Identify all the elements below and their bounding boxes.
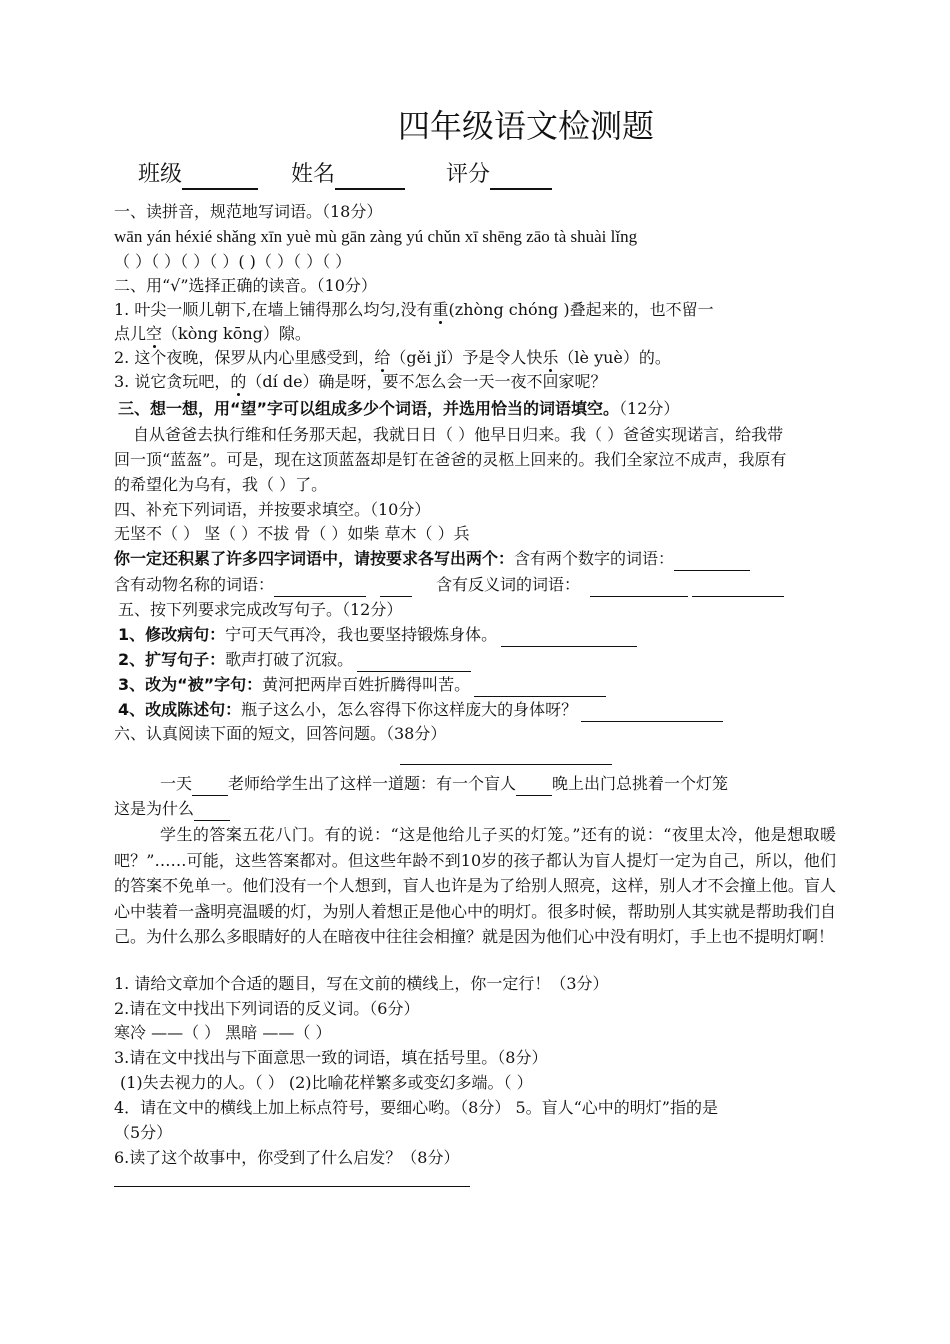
q1-sentence: 宁可天气再冷，我也要坚持锻炼身体。 — [225, 625, 498, 644]
number-words-label: 含有两个数字的词语： — [514, 549, 675, 568]
article-p2: 学生的答案五花八门。有的说：“这是他给儿子买的灯笼。”还有的说：“夜里太冷，他是想取暖吧？”……可能，这些答案都对。但这些年龄不到10岁的孩子都认为盲人提灯一定为自己，所以，他们的答案不免单一。他们没有一个人想到，盲人也许是为了给别人照亮，这样，别人才不会撞上他。盲人心中装着一盏明亮温暖的灯，为别人着想正是他心中的明灯。很多时候，帮助别人其实就是帮助我们自己。为什么那么多眼睛好的人在暗夜中往往会相撞？就是因为他们心中没有明灯，手上也不提明灯啊！ — [114, 825, 836, 946]
section4-request-bold: 你一定还积累了许多四字词语中，请按要求各写出两个： — [114, 549, 515, 568]
q1-label: 1、修改病句： — [118, 625, 226, 644]
q2-options-1[interactable]: （gěi jǐ）予是令人快 — [390, 348, 543, 367]
section5-q2 — [118, 648, 471, 672]
q2-label: 2、扩写句子： — [118, 650, 226, 669]
q3-answer-blank[interactable] — [474, 678, 606, 697]
question-1: 1. 请给文章加个合适的题目，写在文前的横线上，你一定行！（3分） — [114, 974, 609, 993]
score-field — [446, 160, 552, 190]
article-p1-line1 — [160, 772, 728, 796]
section1-answer-brackets[interactable]: （ ）（ ）（ ）（ ）( )（ ）（ ）（ ） — [114, 252, 352, 271]
punct-blank-2[interactable] — [516, 777, 552, 796]
section5-q3 — [118, 673, 606, 697]
punct-blank-1[interactable] — [192, 777, 228, 796]
section6-heading: 六、认真阅读下面的短文，回答问题。（38分） — [114, 724, 447, 743]
q4-answer-blank[interactable] — [581, 703, 723, 722]
section5-q4 — [118, 698, 723, 722]
q3-sentence: 黄河把两岸百姓折腾得叫苦。 — [262, 675, 471, 694]
number-words-blank[interactable] — [674, 552, 750, 571]
section4-animal-antonym — [114, 573, 784, 597]
question-6-answer-line[interactable] — [114, 1186, 470, 1187]
q1-options[interactable]: (zhòng chóng )叠起来的，也不留一 — [448, 300, 714, 319]
page-title: 四年级语文检测题 — [398, 107, 655, 145]
animal-words-blank-2[interactable] — [380, 578, 412, 597]
class-label: 班级 — [138, 162, 183, 187]
q1b-text: 点儿 — [114, 324, 147, 343]
antonym-words-blank-1[interactable] — [590, 578, 688, 597]
q4-label: 4、改成陈述句： — [118, 700, 242, 719]
section5-q1 — [118, 623, 637, 647]
section3-score: （12分） — [619, 399, 680, 418]
q2-dotted-char-2: 乐 — [542, 348, 559, 367]
section2-q1-line1 — [114, 298, 714, 322]
q1-answer-blank[interactable] — [501, 628, 637, 647]
score-blank[interactable] — [490, 166, 552, 190]
p1-text-c: 晚上出门总挑着一个灯笼 — [552, 774, 729, 793]
q3-options[interactable]: （dí de）确是呀，要不怎么会一天一夜不回家呢？ — [246, 372, 607, 391]
question-2: 2.请在文中找出下列词语的反义词。（6分） — [114, 999, 420, 1018]
q2-options-2[interactable]: （lè yuè）的。 — [558, 348, 671, 367]
section3-line1: 自从爸爸去执行维和任务那天起，我就日日（ ）他早日归来。我（ ）爸爸实现诺言，给我带 — [133, 425, 784, 444]
section3-heading — [118, 397, 679, 421]
p1-text-b: 老师给学生出了这样一道题：有一个盲人 — [228, 774, 517, 793]
animal-words-blank-1[interactable] — [274, 578, 366, 597]
section4-idioms[interactable]: 无坚不（ ） 坚（ ）不拔 骨（ ）如柴 草木（ ）兵 — [114, 524, 470, 543]
section2-heading: 二、用“√”选择正确的读音。（10分） — [114, 276, 377, 295]
q3-text: 3. 说它贪玩吧， — [114, 372, 231, 391]
question-3: 3.请在文中找出与下面意思一致的词语，填在括号里。（8分） — [114, 1048, 548, 1067]
section3-line3: 的希望化为乌有，我（ ）了。 — [114, 475, 328, 494]
section5-heading: 五、按下列要求完成改写句子。（12分） — [118, 600, 403, 619]
section1-pinyin: wān yán héxié shǎng xīn yuè mù gān zàng yú chǔn xī shēng zāo tà shuài lǐng — [114, 227, 638, 246]
question-4-5: 4．请在文中的横线上加上标点符号，要细心哟。（8分） 5。盲人“心中的明灯”指的是 — [114, 1098, 718, 1117]
animal-words-label: 含有动物名称的词语： — [114, 575, 275, 594]
q2-text: 2. 这个夜晚，保罗从内心里感受到， — [114, 348, 375, 367]
section2-q1-line2 — [114, 322, 311, 346]
q1-dotted-char: 重 — [432, 300, 449, 319]
section3-line2: 回一顶“蓝盔”。可是，现在这顶蓝盔却是钉在爸爸的灵柩上回来的。我们全家泣不成声，我原有 — [114, 450, 787, 469]
q3-label: 3、改为“被”字句： — [118, 675, 263, 694]
question-6: 6.读了这个故事中，你受到了什么启发？（8分） — [114, 1148, 460, 1167]
antonym-words-blank-2[interactable] — [692, 578, 784, 597]
class-blank[interactable] — [182, 166, 258, 190]
score-label: 评分 — [446, 162, 491, 187]
section4-request — [114, 547, 750, 571]
section1-heading: 一、读拼音，规范地写词语。（18分） — [114, 202, 383, 221]
q1-text: 1. 叶尖一顺儿朝下,在墙上铺得那么均匀,没有 — [114, 300, 433, 319]
question-2-items[interactable]: 寒冷 ——（ ） 黑暗 ——（ ） — [114, 1023, 332, 1042]
q1b-dotted-char: 空 — [146, 324, 163, 343]
name-blank[interactable] — [335, 166, 405, 190]
section2-q3 — [114, 370, 607, 394]
class-field — [138, 160, 258, 190]
question-3-items[interactable]: (1)失去视力的人。（ ） (2)比喻花样繁多或变幻多端。（ ） — [120, 1073, 533, 1092]
article-p1-line2 — [114, 797, 230, 821]
punct-blank-3[interactable] — [194, 802, 230, 821]
q2-dotted-char-1: 给 — [374, 348, 391, 367]
q3-dotted-char: 的 — [230, 372, 247, 391]
p1-text-a: 一天 — [160, 774, 193, 793]
q2-sentence: 歌声打破了沉寂。 — [225, 650, 354, 669]
q4-sentence: 瓶子这么小，怎么容得下你这样庞大的身体呀？ — [241, 700, 578, 719]
p1-text-d: 这是为什么 — [114, 799, 195, 818]
q1b-options[interactable]: （kòng kōng）隙。 — [162, 324, 311, 343]
section3-heading-text: 三、想一想，用“望”字可以组成多少个词语，并选用恰当的词语填空。 — [118, 399, 620, 418]
article-title-blank[interactable] — [400, 764, 612, 765]
antonym-words-label: 含有反义词的词语： — [436, 575, 581, 594]
name-label: 姓名 — [291, 162, 336, 187]
section4-heading: 四、补充下列词语，并按要求填空。（10分） — [114, 500, 431, 519]
section2-q2 — [114, 346, 671, 370]
question-5-score: （5分） — [114, 1123, 173, 1142]
q2-answer-blank[interactable] — [357, 653, 471, 672]
name-field — [291, 160, 405, 190]
